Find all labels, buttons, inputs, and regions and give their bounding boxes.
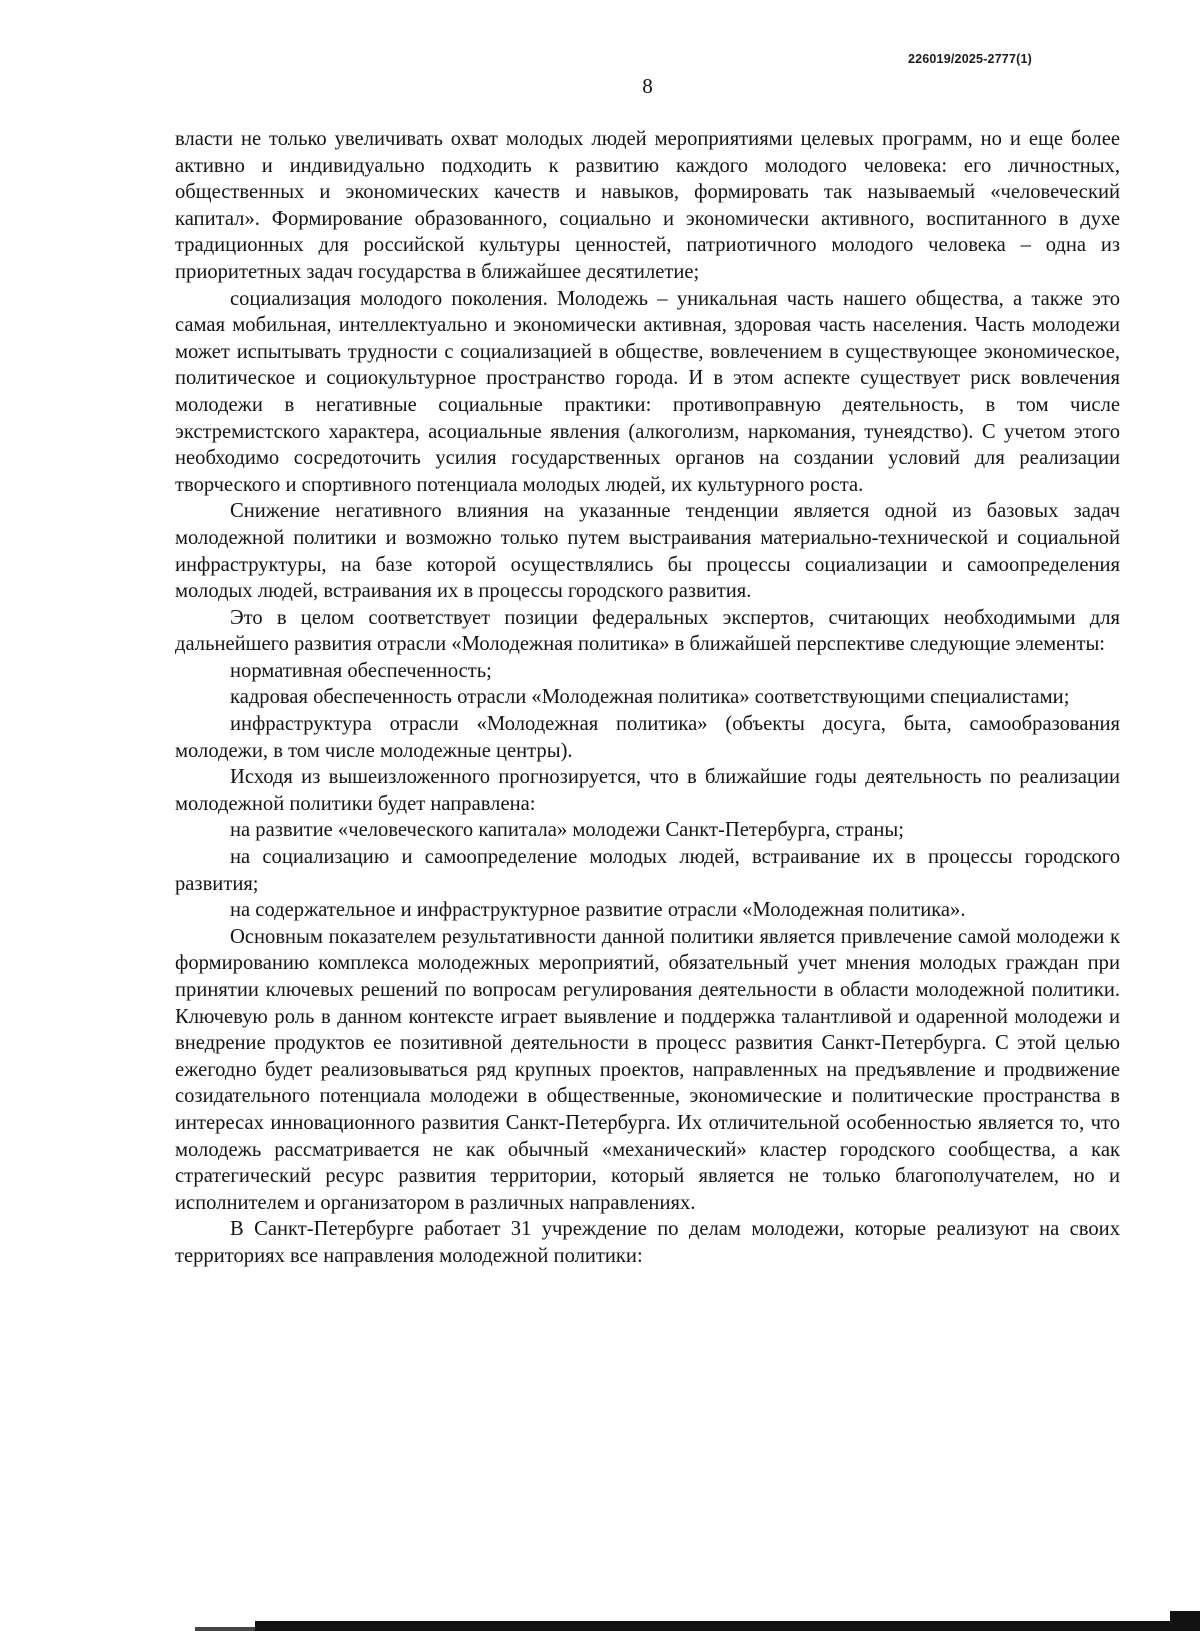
- paragraph: Исходя из вышеизложенного прогнозируется, что в ближайшие годы деятельность по реализации молодежной политики будет направлена:: [175, 766, 1120, 815]
- document-id: 226019/2025-2777(1): [907, 52, 1032, 66]
- page-number: 8: [642, 74, 653, 98]
- paragraph: В Санкт-Петербурге работает 31 учреждение по делам молодежи, которые реализуют на своих территориях все направления молодежной политики:: [175, 1218, 1120, 1267]
- scan-bottom-edge: [255, 1621, 1200, 1631]
- paragraph: социализация молодого поколения. Молодежь – уникальная часть нашего общества, а также это самая мобильная, интеллектуально и экономически активная, здоровая часть населения. Часть молодежи может испытывать трудности с социализацией в обществе, вовлечением в существующее экономическое, политическое и социокультурное пространство города. И в этом аспекте существует риск вовлечения молодежи в негативные социальные практики: противоправную деятельность, в том числе экстремистского характера, асоциальные явления (алкоголизм, наркомания, тунеядство). С учетом этого необходимо сосредоточить усилия государственных органов на создании условий для реализации творческого и спортивного потенциала молодых людей, их культурного роста.: [175, 287, 1120, 496]
- list-item: нормативная обеспеченность;: [230, 659, 492, 682]
- document-body: [175, 126, 1120, 1270]
- paragraph: власти не только увеличивать охват молодых людей мероприятиями целевых программ, но и еще более активно и индивидуально подходить к развитию каждого молодого человека: его личностных, общественных и экономических качеств и навыков, формировать так называемый «человеческий капитал». Формирование образованного, социально и экономически активного, воспитанного в духе традиционных для российской культуры ценностей, патриотичного молодого человека – одна из приоритетных задач государства в ближайшее десятилетие;: [175, 128, 1120, 283]
- paragraph: Это в целом соответствует позиции федеральных экспертов, считающих необходимыми для дальнейшего развития отрасли «Молодежная политика» в ближайшей перспективе следующие элементы:: [175, 606, 1120, 656]
- paragraph: Снижение негативного влияния на указанные тенденции является одной из базовых задач молодежной политики и возможно только путем выстраивания материально-технической и социальной инфраструктуры, на базе которой осуществлялись бы процессы социализации и самоопределения молодых людей, встраивания их в процессы городского развития.: [175, 500, 1120, 603]
- list-item: на социализацию и самоопределение молодых людей, встраивание их в процессы городского развития;: [175, 846, 1120, 895]
- paragraph: Основным показателем результативности данной политики является привлечение самой молодежи к формированию комплекса молодежных мероприятий, обязательный учет мнения молодых граждан при принятии ключевых решений по вопросам регулирования деятельности в области молодежной политики. Ключевую роль в данном контексте играет выявление и поддержка талантливой и одаренной молодежи и внедрение продуктов ее позитивной деятельности в процесс развития Санкт-Петербурга. С этой целью ежегодно будет реализовываться ряд крупных проектов, направленных на предъявление и продвижение созидательного потенциала молодежи в общественные, экономические и политические пространства в интересах инновационного развития Санкт-Петербурга. Их отличительной особенностью является то, что молодежь рассматривается не как обычный «механический» кластер городского сообщества, а как стратегический ресурс развития территории, который является не только благополучателем, но и исполнителем и организатором в различных направлениях.: [175, 925, 1120, 1214]
- list-item: на развитие «человеческого капитала» молодежи Санкт-Петербурга, страны;: [230, 819, 904, 842]
- list-item: на содержательное и инфраструктурное развитие отрасли «Молодежная политика».: [230, 899, 966, 922]
- list-item: кадровая обеспеченность отрасли «Молодежная политика» соответствующими специалистами;: [230, 686, 1070, 709]
- list-item: инфраструктура отрасли «Молодежная политика» (объекты досуга, быта, самообразования молодежи, в том числе молодежные центры).: [175, 713, 1120, 762]
